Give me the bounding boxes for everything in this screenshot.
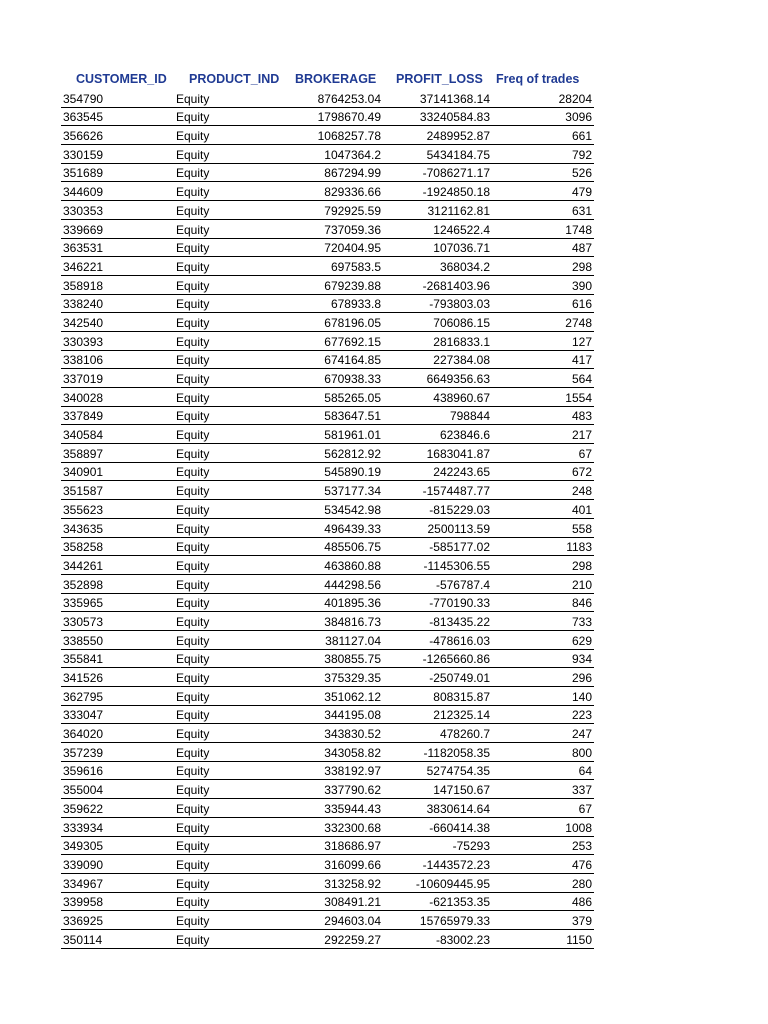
table-row	[61, 668, 594, 687]
freq-of-trades-cell[interactable]: 401	[571, 502, 592, 517]
customer-id-cell[interactable]: 340028	[63, 390, 104, 405]
product-ind-cell[interactable]: Equity	[176, 671, 210, 685]
column-header-freq-of-trades[interactable]: Freq of trades	[496, 72, 580, 86]
product-ind-cell[interactable]: Equity	[176, 502, 210, 517]
brokerage-cell[interactable]: 375329.35	[324, 671, 381, 685]
product-ind-cell[interactable]: Equity	[176, 278, 210, 293]
brokerage-cell[interactable]: 674164.85	[324, 353, 381, 368]
brokerage-cell[interactable]: 343830.52	[324, 727, 381, 742]
table-row	[61, 855, 594, 874]
table-row	[61, 687, 594, 706]
table-row	[61, 706, 594, 725]
profit-loss-cell[interactable]: 15765979.33	[419, 913, 490, 928]
customer-id-cell[interactable]: 354790	[63, 91, 104, 106]
product-ind-cell[interactable]: Equity	[176, 689, 210, 704]
profit-loss-cell[interactable]: 107036.71	[433, 241, 490, 256]
freq-of-trades-cell[interactable]: 1150	[566, 932, 592, 947]
customer-id-cell[interactable]: 363531	[63, 241, 104, 256]
table-row	[61, 612, 594, 631]
profit-loss-cell[interactable]: 5274754.35	[426, 764, 490, 779]
product-ind-cell[interactable]: Equity	[176, 390, 210, 405]
product-ind-cell[interactable]: Equity	[176, 222, 210, 237]
product-ind-cell[interactable]: Equity	[176, 521, 210, 536]
brokerage-cell[interactable]: 670938.33	[324, 372, 381, 386]
freq-of-trades-cell[interactable]: 672	[571, 465, 592, 480]
freq-of-trades-cell[interactable]: 127	[571, 334, 592, 349]
freq-of-trades-cell[interactable]: 223	[571, 708, 592, 723]
table-row	[61, 351, 594, 370]
customer-id-cell[interactable]: 355623	[63, 502, 104, 517]
freq-of-trades-cell[interactable]: 733	[571, 614, 592, 629]
brokerage-cell[interactable]: 380855.75	[324, 652, 381, 667]
table-row	[61, 313, 594, 332]
profit-loss-cell[interactable]: -83002.23	[435, 932, 490, 947]
product-ind-cell[interactable]: Equity	[176, 110, 210, 125]
freq-of-trades-cell[interactable]: 210	[571, 577, 592, 592]
profit-loss-cell[interactable]: 438960.67	[433, 390, 490, 405]
profit-loss-cell[interactable]: 2489952.87	[426, 129, 490, 144]
profit-loss-cell[interactable]: 3830614.64	[426, 801, 490, 816]
customer-id-cell[interactable]: 338240	[63, 297, 104, 312]
customer-id-cell[interactable]: 339958	[63, 895, 104, 910]
table-row	[61, 650, 594, 669]
customer-id-cell[interactable]: 349305	[63, 839, 104, 854]
freq-of-trades-cell[interactable]: 298	[571, 259, 592, 274]
product-ind-cell[interactable]: Equity	[176, 428, 210, 443]
freq-of-trades-cell[interactable]: 846	[571, 596, 592, 611]
brokerage-cell[interactable]: 351062.12	[324, 689, 381, 704]
profit-loss-cell[interactable]: 1246522.4	[433, 222, 490, 237]
brokerage-cell[interactable]: 318686.97	[324, 839, 381, 854]
brokerage-cell[interactable]: 677692.15	[324, 334, 381, 349]
profit-loss-cell[interactable]: -813435.22	[429, 614, 490, 629]
product-ind-cell[interactable]: Equity	[176, 820, 210, 835]
customer-id-cell[interactable]: 350114	[63, 932, 103, 947]
product-ind-cell[interactable]: Equity	[176, 185, 210, 200]
table-row	[61, 538, 594, 557]
table-row	[61, 164, 594, 183]
freq-of-trades-cell[interactable]: 64	[578, 764, 592, 779]
product-ind-cell[interactable]: Equity	[176, 446, 210, 461]
freq-of-trades-cell[interactable]: 2748	[565, 315, 592, 330]
customer-id-cell[interactable]: 330573	[63, 614, 104, 629]
product-ind-cell[interactable]: Equity	[176, 652, 210, 667]
table-row	[61, 388, 594, 407]
table-row	[61, 818, 594, 837]
table-row	[61, 444, 594, 463]
profit-loss-cell[interactable]: -621353.35	[429, 895, 490, 910]
table-row	[61, 556, 594, 575]
brokerage-cell[interactable]: 496439.33	[324, 521, 381, 536]
freq-of-trades-cell[interactable]: 28204	[558, 91, 592, 106]
table-row	[61, 500, 594, 519]
profit-loss-cell[interactable]: 798844	[449, 409, 490, 424]
profit-loss-cell[interactable]: -75293	[452, 839, 490, 854]
customer-id-cell[interactable]: 342540	[63, 315, 104, 330]
customer-id-cell[interactable]: 358897	[63, 446, 104, 461]
brokerage-cell[interactable]: 294603.04	[324, 913, 381, 928]
brokerage-cell[interactable]: 338192.97	[324, 764, 381, 779]
customer-id-cell[interactable]: 343635	[63, 521, 104, 536]
customer-id-cell[interactable]: 340901	[63, 465, 104, 480]
product-ind-cell[interactable]: Equity	[176, 839, 210, 854]
profit-loss-cell[interactable]: 6649356.63	[426, 372, 490, 386]
freq-of-trades-cell[interactable]: 558	[571, 521, 592, 536]
freq-of-trades-cell[interactable]: 486	[571, 895, 592, 910]
product-ind-cell[interactable]: Equity	[176, 783, 210, 798]
freq-of-trades-cell[interactable]: 217	[571, 428, 592, 443]
product-ind-cell[interactable]: Equity	[176, 259, 210, 274]
table-row	[61, 893, 594, 912]
customer-id-cell[interactable]: 334967	[63, 876, 104, 891]
product-ind-cell[interactable]: Equity	[176, 91, 210, 106]
table-row	[61, 145, 594, 164]
product-ind-cell[interactable]: Equity	[176, 596, 210, 611]
table-row	[61, 201, 594, 220]
product-ind-cell[interactable]: Equity	[176, 353, 210, 368]
freq-of-trades-cell[interactable]: 629	[571, 633, 592, 648]
product-ind-cell[interactable]: Equity	[176, 203, 210, 218]
customer-id-cell[interactable]: 359622	[63, 801, 104, 816]
profit-loss-cell[interactable]: 808315.87	[433, 689, 490, 704]
product-ind-cell[interactable]: Equity	[176, 540, 210, 555]
profit-loss-cell[interactable]: -2681403.96	[422, 278, 490, 293]
table-row	[61, 519, 594, 538]
table-row	[61, 762, 594, 781]
customer-id-cell[interactable]: 338106	[63, 353, 104, 368]
profit-loss-cell[interactable]: -815229.03	[429, 502, 490, 517]
profit-loss-cell[interactable]: 3121162.81	[427, 203, 490, 218]
brokerage-cell[interactable]: 1047364.2	[324, 147, 381, 162]
brokerage-cell[interactable]: 384816.73	[324, 614, 381, 629]
product-ind-cell[interactable]: Equity	[176, 913, 210, 928]
customer-id-cell[interactable]: 356626	[63, 129, 104, 144]
profit-loss-cell[interactable]: 478260.7	[439, 727, 490, 742]
product-ind-cell[interactable]: Equity	[176, 764, 210, 779]
product-ind-cell[interactable]: Equity	[176, 614, 210, 629]
customer-id-cell[interactable]: 362795	[63, 689, 104, 704]
brokerage-cell[interactable]: 545890.19	[324, 465, 381, 480]
customer-id-cell[interactable]: 341526	[63, 671, 104, 685]
customer-id-cell[interactable]: 340584	[63, 428, 104, 443]
table-row	[61, 837, 594, 856]
brokerage-cell[interactable]: 1798670.49	[317, 110, 381, 125]
product-ind-cell[interactable]: Equity	[176, 932, 210, 947]
table-row	[61, 239, 594, 258]
brokerage-cell[interactable]: 313258.92	[324, 876, 381, 891]
customer-id-cell[interactable]: 358918	[63, 278, 104, 293]
table-row	[61, 108, 594, 127]
product-ind-cell[interactable]: Equity	[176, 484, 210, 499]
brokerage-cell[interactable]: 829336.66	[324, 185, 381, 200]
customer-id-cell[interactable]: 351587	[63, 484, 104, 499]
table-row	[61, 463, 594, 482]
brokerage-cell[interactable]: 8764253.04	[317, 91, 381, 106]
brokerage-cell[interactable]: 343058.82	[324, 745, 381, 760]
customer-id-cell[interactable]: 339669	[63, 222, 104, 237]
customer-id-cell[interactable]: 358258	[63, 540, 104, 555]
table-row	[61, 780, 594, 799]
profit-loss-cell[interactable]: -1265660.86	[422, 652, 490, 667]
freq-of-trades-cell[interactable]: 1748	[565, 222, 592, 237]
freq-of-trades-cell[interactable]: 67	[578, 446, 592, 461]
table-row	[61, 425, 594, 444]
brokerage-cell[interactable]: 697583.5	[330, 259, 381, 274]
brokerage-cell[interactable]: 308491.21	[324, 895, 381, 910]
customer-id-cell[interactable]: 335965	[63, 596, 104, 611]
freq-of-trades-cell[interactable]: 379	[571, 913, 592, 928]
profit-loss-cell[interactable]: -585177.02	[429, 540, 490, 555]
customer-id-cell[interactable]: 359616	[63, 764, 104, 779]
freq-of-trades-cell[interactable]: 476	[571, 857, 592, 872]
customer-id-cell[interactable]: 355841	[63, 652, 104, 667]
profit-loss-cell[interactable]: -1443572.23	[422, 857, 490, 872]
table-row	[61, 126, 594, 145]
brokerage-cell[interactable]: 381127.04	[325, 633, 381, 648]
profit-loss-cell[interactable]: -793803.03	[429, 297, 490, 312]
brokerage-cell[interactable]: 585265.05	[324, 390, 381, 405]
product-ind-cell[interactable]: Equity	[176, 409, 210, 424]
profit-loss-cell[interactable]: -660414.38	[429, 820, 490, 835]
product-ind-cell[interactable]: Equity	[176, 745, 210, 760]
freq-of-trades-cell[interactable]: 390	[571, 278, 592, 293]
product-ind-cell[interactable]: Equity	[176, 372, 210, 386]
profit-loss-cell[interactable]: -770190.33	[429, 596, 490, 611]
profit-loss-cell[interactable]: 368034.2	[439, 259, 490, 274]
customer-id-cell[interactable]: 337849	[63, 409, 104, 424]
table-row	[61, 724, 594, 743]
freq-of-trades-cell[interactable]: 3096	[565, 110, 592, 125]
profit-loss-cell[interactable]: 33240584.83	[419, 110, 490, 125]
freq-of-trades-cell[interactable]: 67	[578, 801, 592, 816]
freq-of-trades-cell[interactable]: 248	[571, 484, 592, 499]
freq-of-trades-cell[interactable]: 247	[571, 727, 592, 742]
freq-of-trades-cell[interactable]: 526	[571, 166, 592, 181]
profit-loss-cell[interactable]: 1683041.87	[426, 446, 490, 461]
profit-loss-cell[interactable]: -1182058.35	[423, 745, 490, 760]
table-row	[61, 911, 594, 930]
brokerage-cell[interactable]: 792925.59	[324, 203, 381, 218]
profit-loss-cell[interactable]: 2816833.1	[433, 334, 490, 349]
freq-of-trades-cell[interactable]: 1554	[565, 390, 592, 405]
product-ind-cell[interactable]: Equity	[176, 727, 210, 742]
product-ind-cell[interactable]: Equity	[176, 297, 210, 312]
profit-loss-cell[interactable]: 147150.67	[433, 783, 490, 798]
freq-of-trades-cell[interactable]: 296	[571, 671, 592, 685]
table-row	[61, 369, 594, 388]
column-header-product-ind[interactable]: PRODUCT_IND	[189, 72, 279, 86]
freq-of-trades-cell[interactable]: 253	[571, 839, 592, 854]
column-header-profit-loss[interactable]: PROFIT_LOSS	[396, 72, 483, 86]
table-row	[61, 594, 594, 613]
freq-of-trades-cell[interactable]: 631	[571, 203, 592, 218]
brokerage-cell[interactable]: 292259.27	[324, 932, 381, 947]
brokerage-cell[interactable]: 678933.8	[330, 297, 381, 312]
product-ind-cell[interactable]: Equity	[176, 129, 210, 144]
brokerage-cell[interactable]: 1068257.78	[317, 129, 381, 144]
customer-id-cell[interactable]: 333047	[63, 708, 104, 723]
profit-loss-cell[interactable]: -478616.03	[429, 633, 490, 648]
freq-of-trades-cell[interactable]: 280	[571, 876, 592, 891]
product-ind-cell[interactable]: Equity	[176, 801, 210, 816]
table-row	[61, 481, 594, 500]
table-row	[61, 407, 594, 426]
table-row	[61, 276, 594, 295]
brokerage-cell[interactable]: 337790.62	[324, 783, 381, 798]
customer-id-cell[interactable]: 330353	[63, 203, 104, 218]
customer-id-cell[interactable]: 355004	[63, 783, 104, 798]
freq-of-trades-cell[interactable]: 337	[571, 783, 592, 798]
brokerage-cell[interactable]: 737059.36	[324, 222, 381, 237]
table-row	[61, 743, 594, 762]
profit-loss-cell[interactable]: -1924850.18	[422, 185, 490, 200]
profit-loss-cell[interactable]: 2500113.59	[427, 521, 490, 536]
table-row	[61, 295, 594, 314]
brokerage-cell[interactable]: 679239.88	[324, 278, 381, 293]
customer-id-cell[interactable]: 338550	[63, 633, 104, 648]
brokerage-cell[interactable]: 463860.88	[324, 558, 381, 573]
brokerage-cell[interactable]: 485506.75	[324, 540, 381, 555]
brokerage-cell[interactable]: 867294.99	[324, 166, 381, 181]
freq-of-trades-cell[interactable]: 564	[571, 372, 592, 386]
customer-id-cell[interactable]: 351689	[63, 166, 104, 181]
profit-loss-cell[interactable]: 212325.14	[433, 708, 490, 723]
table-row	[61, 257, 594, 276]
profit-loss-cell[interactable]: 623846.6	[439, 428, 490, 443]
product-ind-cell[interactable]: Equity	[176, 166, 210, 181]
freq-of-trades-cell[interactable]: 483	[571, 409, 592, 424]
product-ind-cell[interactable]: Equity	[176, 241, 210, 256]
column-header-customer-id[interactable]: CUSTOMER_ID	[76, 72, 167, 86]
customer-id-cell[interactable]: 336925	[63, 913, 104, 928]
customer-id-cell[interactable]: 363545	[63, 110, 104, 125]
brokerage-cell[interactable]: 335944.43	[324, 801, 381, 816]
brokerage-cell[interactable]: 534542.98	[324, 502, 381, 517]
profit-loss-cell[interactable]: 5434184.75	[426, 147, 490, 162]
freq-of-trades-cell[interactable]: 417	[571, 353, 592, 368]
profit-loss-cell[interactable]: 706086.15	[433, 315, 490, 330]
customer-id-cell[interactable]: 339090	[63, 857, 104, 872]
customer-id-cell[interactable]: 330159	[63, 147, 104, 162]
brokerage-cell[interactable]: 316099.66	[324, 857, 381, 872]
product-ind-cell[interactable]: Equity	[176, 147, 210, 162]
customer-id-cell[interactable]: 344261	[63, 558, 104, 573]
brokerage-cell[interactable]: 581961.01	[324, 428, 381, 443]
freq-of-trades-cell[interactable]: 298	[571, 558, 592, 573]
freq-of-trades-cell[interactable]: 661	[571, 129, 592, 144]
product-ind-cell[interactable]: Equity	[176, 876, 210, 891]
freq-of-trades-cell[interactable]: 1008	[565, 820, 592, 835]
table-body	[61, 89, 594, 949]
header-row	[61, 69, 594, 89]
brokerage-cell[interactable]: 332300.68	[324, 820, 381, 835]
brokerage-cell[interactable]: 678196.05	[324, 315, 381, 330]
table-row	[61, 332, 594, 351]
profit-loss-cell[interactable]: -1574487.77	[422, 484, 490, 499]
product-ind-cell[interactable]: Equity	[176, 708, 210, 723]
profit-loss-cell[interactable]: 37141368.14	[419, 91, 490, 106]
product-ind-cell[interactable]: Equity	[176, 577, 210, 592]
profit-loss-cell[interactable]: 227384.08	[433, 353, 490, 368]
customer-id-cell[interactable]: 364020	[63, 727, 104, 742]
product-ind-cell[interactable]: Equity	[176, 633, 210, 648]
brokerage-cell[interactable]: 720404.95	[324, 241, 381, 256]
profit-loss-cell[interactable]: -10609445.95	[415, 876, 490, 891]
customer-id-cell[interactable]: 352898	[63, 577, 104, 592]
table-row	[61, 220, 594, 239]
customer-id-cell[interactable]: 333934	[63, 820, 104, 835]
customer-id-cell[interactable]: 344609	[63, 185, 104, 200]
freq-of-trades-cell[interactable]: 1183	[566, 540, 592, 555]
table-row	[61, 874, 594, 893]
customer-id-cell[interactable]: 357239	[63, 745, 104, 760]
table-row	[61, 182, 594, 201]
brokerage-cell[interactable]: 583647.51	[324, 409, 381, 424]
profit-loss-cell[interactable]: 242243.65	[433, 465, 490, 480]
profit-loss-cell[interactable]: -1145306.55	[423, 558, 490, 573]
brokerage-cell[interactable]: 444298.56	[324, 577, 381, 592]
freq-of-trades-cell[interactable]: 616	[571, 297, 592, 312]
freq-of-trades-cell[interactable]: 479	[571, 185, 592, 200]
brokerage-cell[interactable]: 537177.34	[324, 484, 381, 499]
table-row	[61, 631, 594, 650]
product-ind-cell[interactable]: Equity	[176, 334, 210, 349]
freq-of-trades-cell[interactable]: 800	[571, 745, 592, 760]
customer-id-cell[interactable]: 346221	[63, 259, 104, 274]
table-row	[61, 799, 594, 818]
freq-of-trades-cell[interactable]: 140	[571, 689, 592, 704]
brokerage-cell[interactable]: 344195.08	[324, 708, 381, 723]
customer-id-cell[interactable]: 337019	[63, 372, 104, 386]
table-row	[61, 89, 594, 108]
product-ind-cell[interactable]: Equity	[176, 315, 210, 330]
freq-of-trades-cell[interactable]: 792	[571, 147, 592, 162]
freq-of-trades-cell[interactable]: 934	[571, 652, 592, 667]
product-ind-cell[interactable]: Equity	[176, 558, 210, 573]
profit-loss-cell[interactable]: -7086271.17	[422, 166, 490, 181]
product-ind-cell[interactable]: Equity	[176, 857, 210, 872]
profit-loss-cell[interactable]: -576787.4	[435, 577, 490, 592]
column-header-brokerage[interactable]: BROKERAGE	[295, 72, 377, 86]
customer-id-cell[interactable]: 330393	[63, 334, 104, 349]
profit-loss-cell[interactable]: -250749.01	[429, 671, 490, 685]
table-row	[61, 575, 594, 594]
brokerage-cell[interactable]: 562812.92	[324, 446, 381, 461]
spreadsheet-table	[61, 69, 594, 949]
product-ind-cell[interactable]: Equity	[176, 465, 210, 480]
table-row	[61, 930, 594, 949]
product-ind-cell[interactable]: Equity	[176, 895, 210, 910]
brokerage-cell[interactable]: 401895.36	[324, 596, 381, 611]
freq-of-trades-cell[interactable]: 487	[571, 241, 592, 256]
